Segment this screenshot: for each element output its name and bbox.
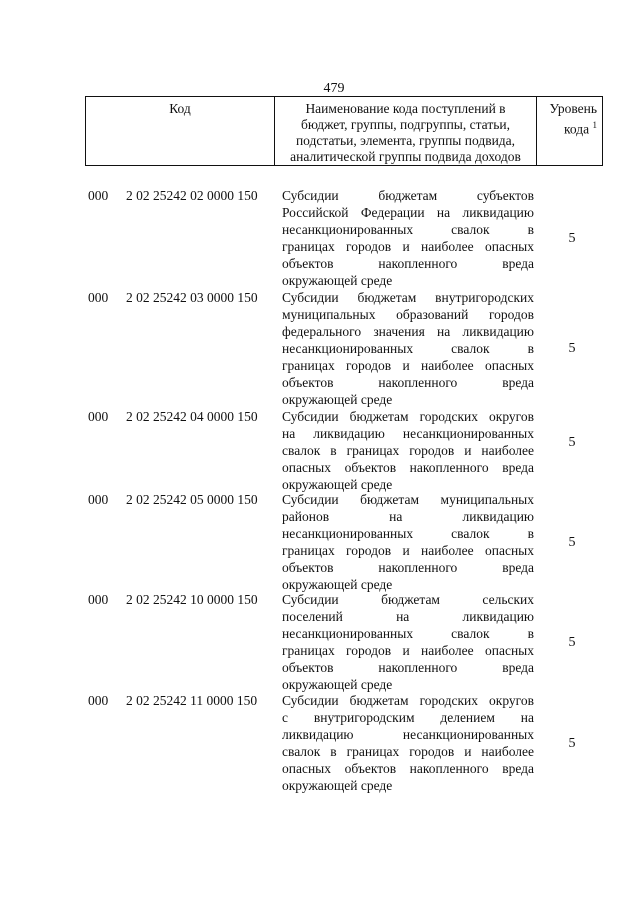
description-line: окружающей среде: [282, 778, 393, 793]
level-value: 5: [568, 736, 576, 751]
description-line: окружающей среде: [282, 677, 393, 692]
description-line: окружающей среде: [282, 477, 393, 492]
description-line: окружающей среде: [282, 273, 393, 288]
description-line: Субсидии бюджетам муниципальных: [282, 492, 534, 507]
revenue-code: 2 02 25242 11 0000 150: [126, 693, 258, 708]
description-line: окружающей среде: [282, 392, 393, 407]
description-line: Российской Федерации на ликвидацию: [282, 205, 534, 220]
description-line: объектов накопленного вреда: [282, 660, 534, 675]
revenue-description: [282, 591, 534, 693]
description-line: федерального значения на ликвидацию: [282, 324, 534, 339]
header-name-line: Наименование кода поступлений в: [305, 101, 506, 116]
description-line: несанкционированных свалок в: [282, 526, 534, 541]
page-number: 479: [323, 81, 345, 96]
footnote-marker: 1: [592, 120, 597, 130]
header-code-column: Код: [86, 97, 275, 165]
description-line: свалок в границах городов и наиболее: [282, 744, 534, 759]
description-line: границах городов и наиболее опасных: [282, 543, 534, 558]
description-line: границах городов и наиболее опасных: [282, 643, 534, 658]
header-level-line: Уровень: [549, 101, 597, 116]
revenue-description: [282, 491, 534, 593]
header-level-word: кода: [564, 121, 590, 137]
description-line: на ликвидацию несанкционированных: [282, 426, 534, 441]
header-level-line: [537, 117, 597, 138]
description-line: объектов накопленного вреда: [282, 256, 534, 271]
description-line: опасных объектов накопленного вреда: [282, 460, 534, 475]
revenue-code: 2 02 25242 04 0000 150: [126, 409, 258, 424]
description-line: границах городов и наиболее опасных: [282, 239, 534, 254]
level-value: 5: [568, 231, 576, 246]
description-line: поселений на ликвидацию: [282, 609, 534, 624]
header-level-column: [537, 97, 602, 165]
description-line: несанкционированных свалок в: [282, 626, 534, 641]
description-line: объектов накопленного вреда: [282, 560, 534, 575]
description-line: ликвидацию несанкционированных: [282, 727, 534, 742]
admin-code: 000: [88, 188, 109, 203]
description-line: районов на ликвидацию: [282, 509, 534, 524]
description-line: Субсидии бюджетам городских округов: [282, 409, 534, 424]
revenue-code: 2 02 25242 10 0000 150: [126, 592, 258, 607]
description-line: несанкционированных свалок в: [282, 222, 534, 237]
admin-code: 000: [88, 592, 109, 607]
revenue-description: [282, 187, 534, 289]
admin-code: 000: [88, 290, 109, 305]
admin-code: 000: [88, 409, 109, 424]
revenue-description: [282, 408, 534, 493]
level-value: 5: [568, 635, 576, 650]
revenue-code: 2 02 25242 02 0000 150: [126, 188, 258, 203]
description-line: Субсидии бюджетам городских округов: [282, 693, 534, 708]
description-line: границах городов и наиболее опасных: [282, 358, 534, 373]
header-name-line: аналитической группы подвида доходов: [290, 149, 521, 164]
description-line: несанкционированных свалок в: [282, 341, 534, 356]
revenue-code: 2 02 25242 05 0000 150: [126, 492, 258, 507]
header-name-line: подстатьи, элемента, группы подвида,: [295, 133, 516, 148]
header-name-column: [275, 97, 537, 165]
revenue-code: 2 02 25242 03 0000 150: [126, 290, 258, 305]
description-line: Субсидии бюджетам сельских: [282, 592, 534, 607]
description-line: опасных объектов накопленного вреда: [282, 761, 534, 776]
description-line: Субсидии бюджетам субъектов: [282, 188, 534, 203]
revenue-description: [282, 289, 534, 408]
admin-code: 000: [88, 492, 109, 507]
level-value: 5: [568, 535, 576, 550]
admin-code: 000: [88, 693, 109, 708]
description-line: объектов накопленного вреда: [282, 375, 534, 390]
description-line: с внутригородским делением на: [282, 710, 534, 725]
description-line: окружающей среде: [282, 577, 393, 592]
level-value: 5: [568, 435, 576, 450]
table-header: [85, 96, 603, 166]
description-line: свалок в границах городов и наиболее: [282, 443, 534, 458]
revenue-description: [282, 692, 534, 794]
description-line: муниципальных образований городов: [282, 307, 534, 322]
description-line: Субсидии бюджетам внутригородских: [282, 290, 534, 305]
header-name-line: бюджет, группы, подгруппы, статьи,: [301, 117, 510, 132]
level-value: 5: [568, 341, 576, 356]
